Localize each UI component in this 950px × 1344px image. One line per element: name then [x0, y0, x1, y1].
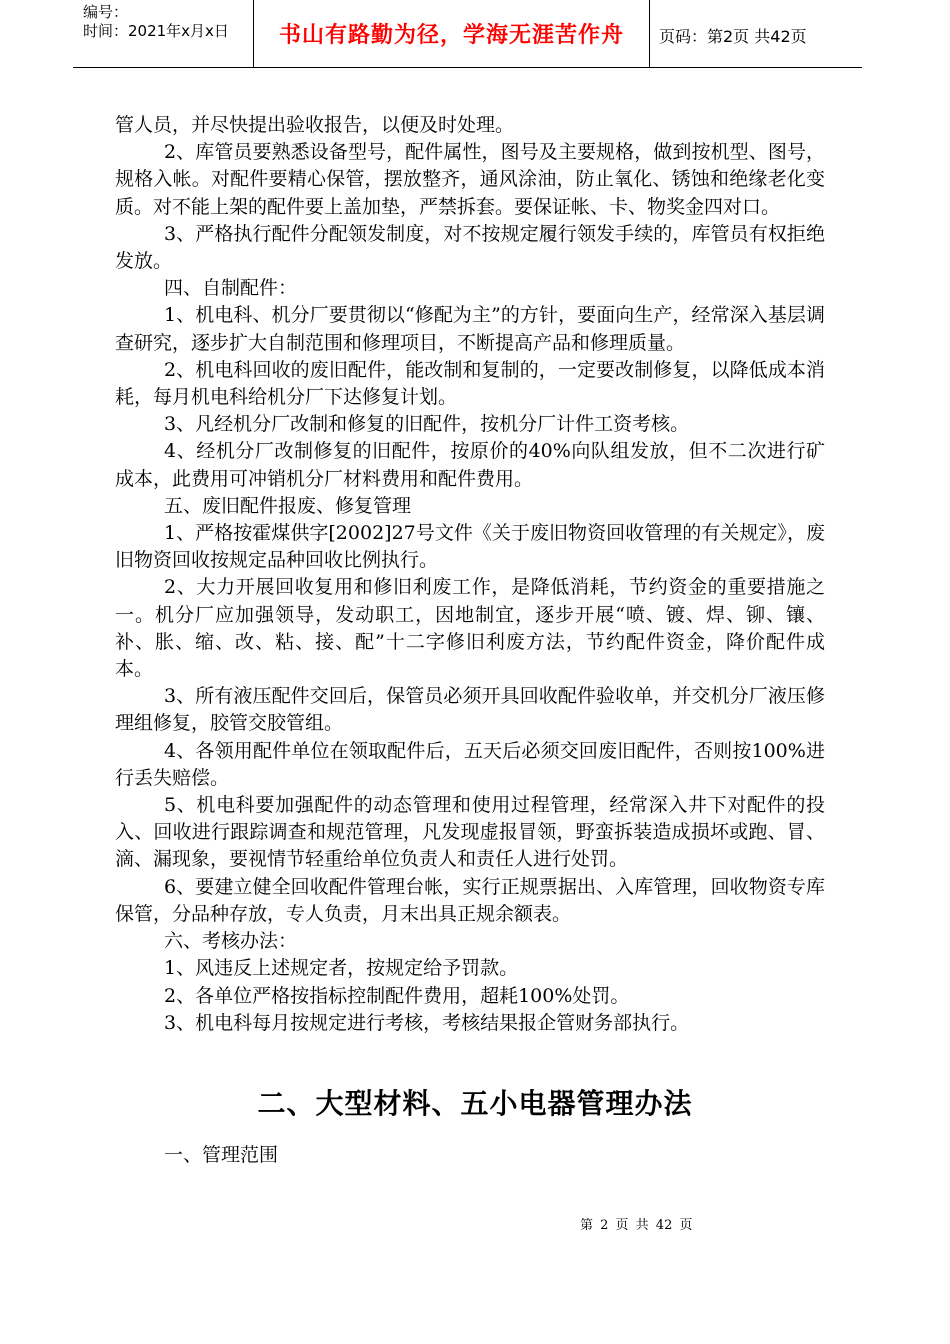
header-motto: 书山有路勤为径，学海无涯苦作舟 [278, 23, 624, 48]
body-paragraph: 2、各单位严格按指标控制配件费用，超耗100%处罚。 [164, 984, 630, 1007]
serial-label: 编号： [83, 3, 129, 21]
document-body [115, 112, 825, 1037]
body-paragraph: 四、自制配件： [164, 277, 298, 300]
body-paragraph: 3、严格执行配件分配领发制度，对不按规定履行领发手续的，库管员有权拒绝发放。 [115, 222, 825, 273]
body-paragraph: 3、机电科每月按规定进行考核，考核结果报企管财务部执行。 [164, 1011, 690, 1034]
time-label: 时间：2021年x月x日 [83, 22, 229, 40]
body-paragraph: 3、凡经机分厂改制和修复的旧配件，按机分厂计件工资考核。 [164, 413, 690, 436]
header-divider-right [649, 0, 650, 68]
page-header [73, 0, 862, 68]
body-paragraph: 3、所有液压配件交回后，保管员必须开具回收配件验收单，并交机分厂液压修理组修复，胶管交胶管组。 [115, 685, 825, 735]
body-paragraph: 4、各领用配件单位在领取配件后，五天后必须交回废旧配件，否则按100%进行丢失赔偿。 [115, 739, 825, 789]
page-footer: 第 2 页 共 42 页 [580, 1218, 693, 1233]
body-paragraph: 2、库管员要熟悉设备型号，配件属性，图号及主要规格，做到按机型、图号，规格入帐。对配件要精心保管，摆放整齐，通风涂油，防止氧化、锈蚀和绝缘老化变质。对不能上架的配件要上盖加垫，严禁拆套。要保证帐、卡、物奖金四对口。 [115, 141, 825, 218]
body-paragraph: 1、风违反上述规定者，按规定给予罚款。 [164, 957, 519, 980]
body-paragraph: 6、要建立健全回收配件管理台帐，实行正规票据出、入库管理，回收物资专库保管，分品种存放，专人负责，月末出具正规余额表。 [115, 875, 825, 925]
body-paragraph: 管人员，并尽快提出验收报告，以便及时处理。 [115, 114, 515, 136]
body-paragraph: 4、经机分厂改制修复的旧配件，按原价的40%向队组发放，但不二次进行矿成本，此费用可冲销机分厂材料费用和配件费用。 [115, 440, 825, 490]
body-paragraph: 1、机电科、机分厂要贯彻以“修配为主”的方针，要面向生产，经常深入基层调查研究，逐步扩大自制范围和修理项目，不断提高产品和修理质量。 [115, 304, 825, 354]
body-paragraph: 2、大力开展回收复用和修旧利废工作，是降低消耗，节约资金的重要措施之一。机分厂应加强领导，发动职工，因地制宜，逐步开展“喷、镀、焊、铆、镶、补、胀、缩、改、粘、接、配”十二字修旧利废方法，节约配件资金，降价配件成本。 [115, 576, 825, 681]
sub-heading: 一、管理范围 [164, 1144, 279, 1166]
header-meta [73, 0, 253, 68]
body-paragraph: 2、机电科回收的废旧配件，能改制和复制的，一定要改制修复，以降低成本消耗，每月机电科给机分厂下达修复计划。 [115, 358, 825, 409]
section-title: 二、大型材料、五小电器管理办法 [257, 1087, 693, 1120]
body-paragraph: 六、考核办法： [164, 930, 298, 953]
header-page-info: 页码：第2页 共42页 [659, 27, 807, 46]
body-paragraph: 1、严格按霍煤供字[2002]27号文件《关于废旧物资回收管理的有关规定》，废旧物资回收按规定品种回收比例执行。 [115, 522, 825, 572]
body-paragraph: 5、机电科要加强配件的动态管理和使用过程管理，经常深入井下对配件的投入、回收进行跟踪调查和规范管理，凡发现虚报冒领，野蛮拆装造成损坏或跑、冒、滴、漏现象，要视情节轻重给单位负责人和责任人进行处罚。 [115, 794, 825, 871]
body-paragraph: 五、废旧配件报废、修复管理 [164, 494, 412, 517]
header-rule [73, 67, 862, 68]
